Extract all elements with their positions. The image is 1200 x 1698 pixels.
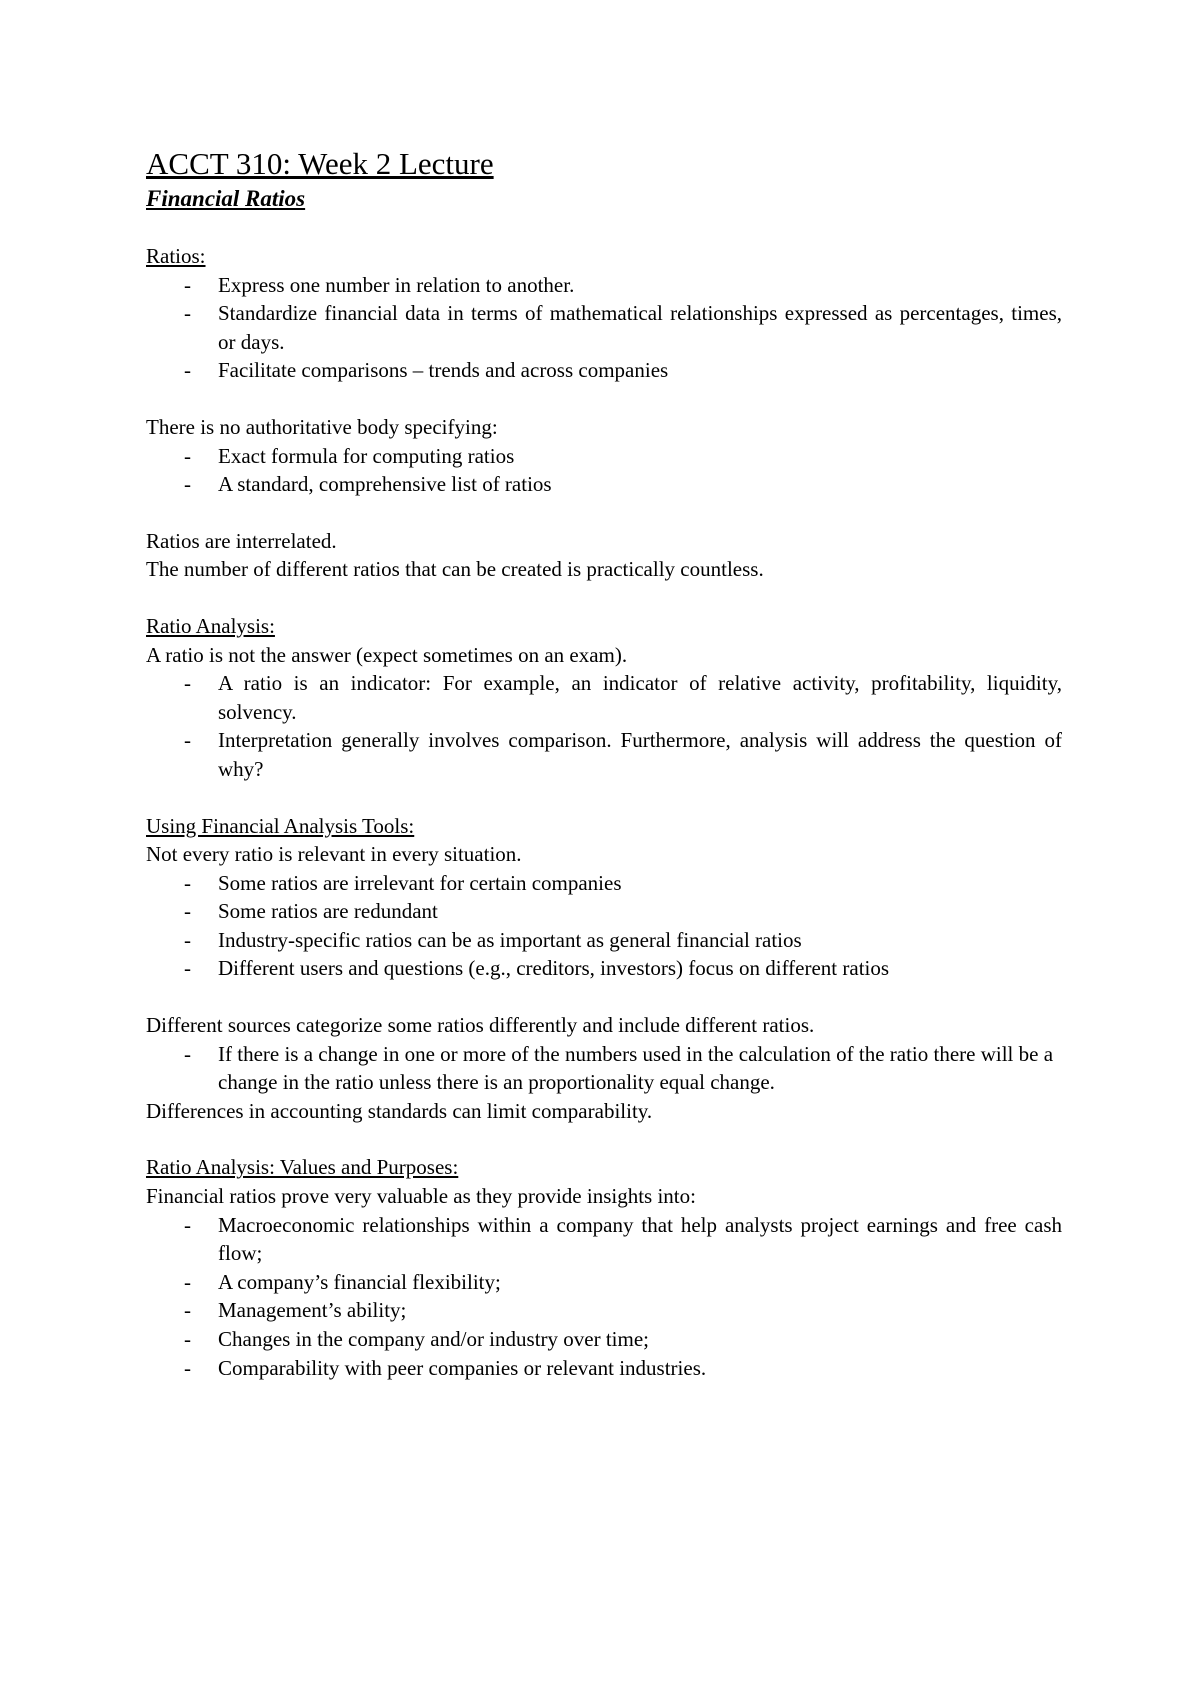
list-item: [146, 356, 1062, 385]
paragraph-line: The number of different ratios that can be created is practically countless.: [146, 557, 764, 582]
list-item: [146, 897, 1062, 926]
list-item-text: Some ratios are redundant: [218, 899, 438, 924]
list-item-text: A standard, comprehensive list of ratios: [218, 472, 552, 497]
list-item-text: Industry-specific ratios can be as important as general financial ratios: [218, 927, 802, 952]
dash-bullet-icon: -: [184, 671, 191, 696]
dash-bullet-icon: -: [184, 1327, 191, 1351]
list-item: [146, 1325, 1062, 1354]
section-ratios: [146, 242, 1062, 385]
section-heading: Ratio Analysis: Values and Purposes:: [146, 1155, 459, 1180]
list-item-text: Express one number in relation to another.: [218, 272, 575, 297]
page-subtitle: Financial Ratios: [146, 186, 306, 211]
dash-bullet-icon: -: [184, 272, 191, 297]
bullet-list: [146, 1040, 1062, 1097]
list-item: [146, 442, 1062, 471]
list-item: [146, 1040, 1062, 1097]
dash-bullet-icon: -: [184, 301, 191, 326]
list-item: [146, 1268, 1062, 1297]
section-no-authoritative-body: [146, 413, 1062, 499]
section-heading: Ratio Analysis:: [146, 613, 275, 638]
list-item: [146, 669, 1062, 726]
list-item: [146, 299, 1062, 356]
section-using-tools: [146, 812, 1062, 984]
list-item: [146, 1211, 1062, 1268]
bullet-list: [146, 271, 1062, 385]
section-heading: Using Financial Analysis Tools:: [146, 813, 415, 838]
section-intro: Financial ratios prove very valuable as they provide insights into:: [146, 1184, 696, 1209]
section-intro: Different sources categorize some ratios differently and include different ratios.: [146, 1013, 815, 1038]
list-item-text: Some ratios are irrelevant for certain companies: [218, 870, 622, 895]
section-intro: A ratio is not the answer (expect sometimes on an exam).: [146, 642, 628, 667]
dash-bullet-icon: -: [184, 443, 191, 468]
dash-bullet-icon: -: [184, 927, 191, 952]
list-item-text: Management’s ability;: [218, 1298, 407, 1323]
dash-bullet-icon: -: [184, 870, 191, 895]
dash-bullet-icon: -: [184, 728, 191, 753]
dash-bullet-icon: -: [184, 1269, 191, 1294]
list-item-text: Interpretation generally involves comparison. Furthermore, analysis will address the question of why?: [218, 728, 1062, 781]
section-intro: Not every ratio is relevant in every situation.: [146, 842, 522, 867]
section-intro: There is no authoritative body specifying:: [146, 414, 498, 439]
section-heading: Ratios:: [146, 244, 206, 268]
list-item-text: Different users and questions (e.g., creditors, investors) focus on different ratios: [218, 956, 890, 981]
document-page: [146, 144, 1062, 1410]
list-item-text: Facilitate comparisons – trends and across companies: [218, 358, 669, 383]
dash-bullet-icon: -: [184, 956, 191, 981]
page-title: ACCT 310: Week 2 Lecture: [146, 146, 494, 181]
list-item: [146, 271, 1062, 300]
list-item-text: If there is a change in one or more of the numbers used in the calculation of the ratio there will be a change in the ratio unless there is an proportionality equal change.: [218, 1041, 1054, 1095]
bullet-list: [146, 1211, 1062, 1383]
bullet-list: [146, 669, 1062, 783]
dash-bullet-icon: -: [184, 472, 191, 497]
list-item-text: Standardize financial data in terms of mathematical relationships expressed as percentages, times, or days.: [218, 301, 1062, 354]
list-item: [146, 926, 1062, 955]
dash-bullet-icon: -: [184, 1298, 191, 1323]
bullet-list: [146, 869, 1062, 983]
list-item: [146, 954, 1062, 983]
section-ratio-analysis: [146, 612, 1062, 784]
list-item-text: Exact formula for computing ratios: [218, 443, 515, 468]
list-item-text: Comparability with peer companies or relevant industries.: [218, 1355, 707, 1380]
list-item-text: A ratio is an indicator: For example, an indicator of relative activity, profitability, liquidity, solvency.: [218, 671, 1062, 724]
section-values-purposes: [146, 1153, 1062, 1382]
list-item-text: Macroeconomic relationships within a company that help analysts project earnings and free cash flow;: [218, 1212, 1062, 1266]
bullet-list: [146, 442, 1062, 499]
dash-bullet-icon: -: [184, 899, 191, 924]
list-item: [146, 1296, 1062, 1325]
section-outro: Differences in accounting standards can limit comparability.: [146, 1098, 653, 1123]
list-item: [146, 470, 1062, 499]
dash-bullet-icon: -: [184, 1041, 191, 1066]
section-different-sources: [146, 1011, 1062, 1125]
dash-bullet-icon: -: [184, 358, 191, 383]
list-item-text: Changes in the company and/or industry over time;: [218, 1327, 649, 1351]
list-item: [146, 1354, 1062, 1383]
list-item: [146, 726, 1062, 783]
dash-bullet-icon: -: [184, 1212, 191, 1237]
dash-bullet-icon: -: [184, 1355, 191, 1380]
paragraph-line: Ratios are interrelated.: [146, 528, 337, 553]
list-item-text: A company’s financial flexibility;: [218, 1269, 501, 1294]
list-item: [146, 869, 1062, 898]
section-interrelated: [146, 527, 1062, 584]
